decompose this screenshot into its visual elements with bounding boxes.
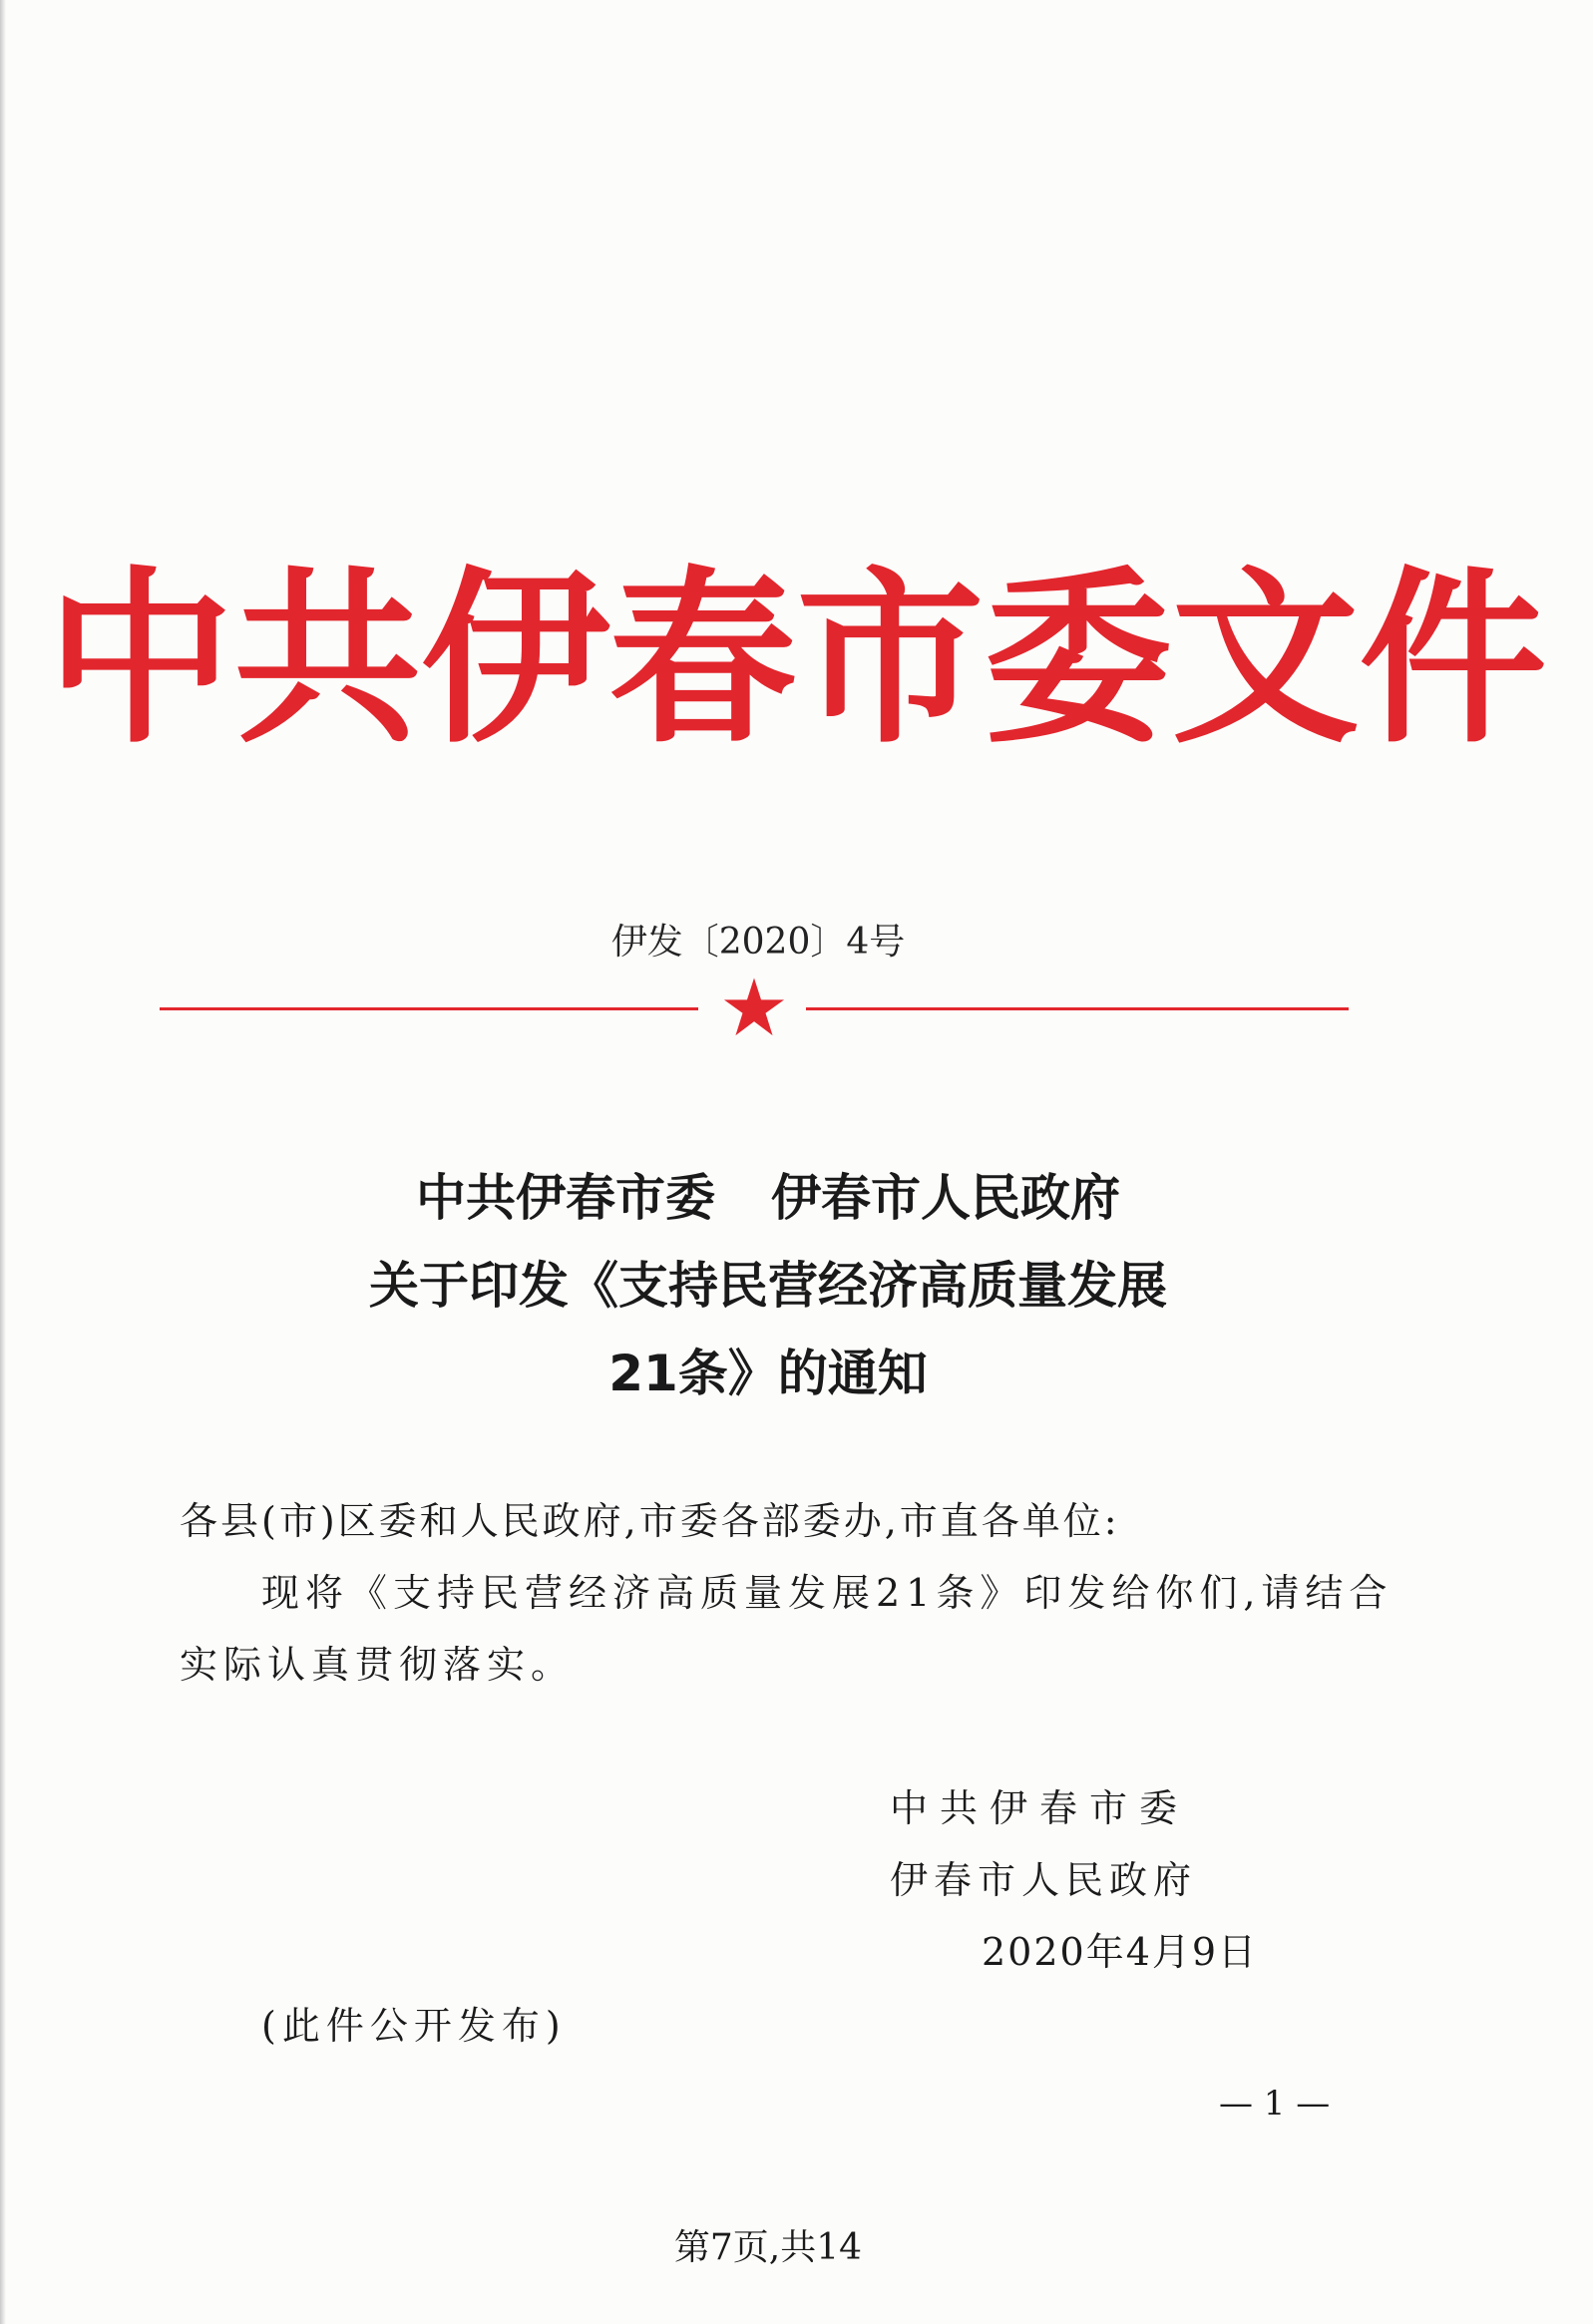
scan-edge — [0, 0, 6, 2324]
document-masthead: 中共伊春市委文件 — [46, 551, 1547, 769]
page-footer: 第7页,共14 — [673, 2227, 863, 2268]
public-release-note: (此件公开发布) — [261, 2004, 567, 2048]
page-number: — 1 — — [1219, 2084, 1331, 2124]
title-line-3: 21条》的通知 — [608, 1345, 928, 1402]
red-divider-right — [806, 1007, 1349, 1010]
signature-party-committee: 中共伊春市委 — [890, 1786, 1190, 1830]
document-number: 伊发〔2020〕4号 — [610, 922, 906, 963]
red-divider-left — [160, 1007, 698, 1010]
body-paragraph-line-1: 现将《支持民营经济高质量发展21条》印发给你们,请结合 — [261, 1571, 1394, 1615]
salutation: 各县(市)区委和人民政府,市委各部委办,市直各单位: — [180, 1499, 1120, 1543]
title-issuer-party: 中共伊春市委 — [416, 1169, 715, 1227]
signature-date: 2020年4月9日 — [982, 1930, 1259, 1974]
star-icon — [722, 975, 786, 1039]
signature-government: 伊春市人民政府 — [890, 1858, 1198, 1902]
title-issuer-government: 伊春市人民政府 — [771, 1169, 1120, 1227]
title-issuers — [0, 1169, 1536, 1227]
title-line-2: 关于印发《支持民营经济高质量发展 — [369, 1257, 1167, 1315]
body-paragraph-line-2: 实际认真贯彻落实。 — [180, 1643, 576, 1687]
